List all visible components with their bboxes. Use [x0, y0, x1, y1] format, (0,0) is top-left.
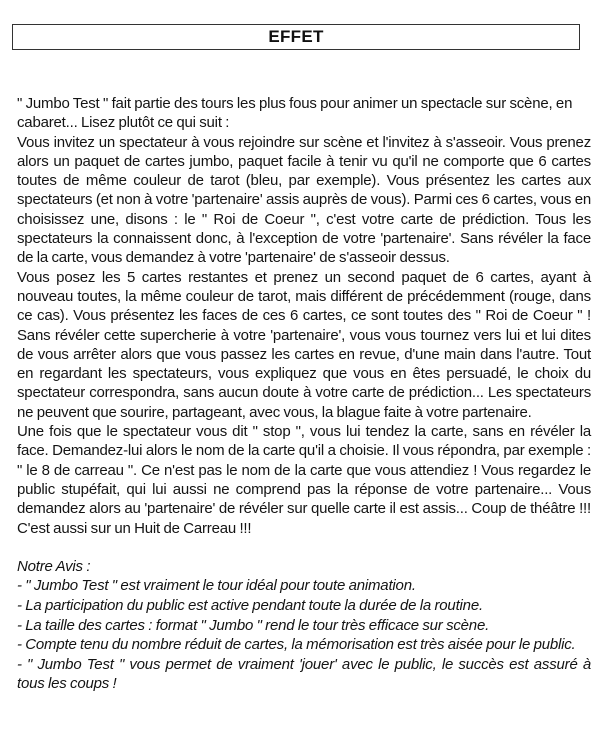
- review-item: - " Jumbo Test " vous permet de vraiment 'jouer' avec le public, le succès est assuré à tous les coups !: [17, 655, 591, 693]
- section-title: EFFET: [268, 27, 324, 46]
- effect-description: [17, 94, 591, 538]
- review-item: - La taille des cartes : format " Jumbo " rend le tour très efficace sur scène.: [17, 616, 490, 634]
- paragraph: Une fois que le spectateur vous dit " stop ", vous lui tendez la carte, sans en révéler la face. Demandez-lui alors le nom de la carte qu'il a choisie. Il vous répondra, par exemple : " le 8 de carreau ". Ce n'est pas le nom de la carte que vous attendiez ! Vous regardez le public stupéfait, qui lui aussi ne comprend pas la réponse de votre partenaire... Vous demandez alors au 'partenaire' de révéler sur quelle carte il est assis... Coup de théâtre !!! C'est aussi sur un Huit de Carreau !!!: [17, 423, 591, 537]
- review-item: - " Jumbo Test " est vraiment le tour idéal pour toute animation.: [17, 577, 416, 595]
- review-section: [17, 557, 591, 694]
- intro-paragraph: " Jumbo Test " fait partie des tours les plus fous pour animer un spectacle sur scène, en cabaret... Lisez plutôt ce qui suit :: [17, 95, 573, 132]
- review-item: - Compte tenu du nombre réduit de cartes, la mémorisation est très aisée pour le public.: [17, 636, 576, 654]
- review-item: - La participation du public est active pendant toute la durée de la routine.: [17, 597, 483, 615]
- review-title: Notre Avis :: [17, 557, 91, 575]
- paragraph: Vous posez les 5 cartes restantes et prenez un second paquet de 6 cartes, ayant à nouveau toutes, la même couleur de tarot, mais différent de précédemment (rouge, dans ce cas). Vous présentez les faces de ces 6 cartes, ce sont toutes des " Roi de Coeur " ! Sans révéler cette supercherie à votre 'partenaire', vous vous tournez vers lui et lui dites de vous arrêter alors que vous passez les cartes en revue, d'une main dans l'autre. Tout en regardant les spectateurs, vous expliquez que vous en êtes persuadé, le choix du spectateur correspondra, sans aucun doute à votre carte de prédiction... Les spectateurs ne peuvent que sourire, partageant, avec vous, la blague faite à votre partenaire.: [17, 268, 591, 421]
- document-content: [17, 0, 591, 704]
- paragraph: Vous invitez un spectateur à vous rejoindre sur scène et l'invitez à s'asseoir. Vous prenez alors un paquet de cartes jumbo, paquet facile à tenir vu qu'il ne comporte que 6 cartes toutes de même couleur de tarot (bleu, par exemple). Vous présentez les cartes aux spectateurs (et non à votre 'partenaire' assis auprès de vous). Parmi ces 6 cartes, vous en choisissez une, disons : le " Roi de Coeur ", c'est votre carte de prédiction. Tous les spectateurs la connaissent donc, à l'exception de votre 'partenaire'. Sans révéler la face de la carte, vous demandez à votre 'partenaire' de s'asseoir dessus.: [17, 133, 591, 267]
